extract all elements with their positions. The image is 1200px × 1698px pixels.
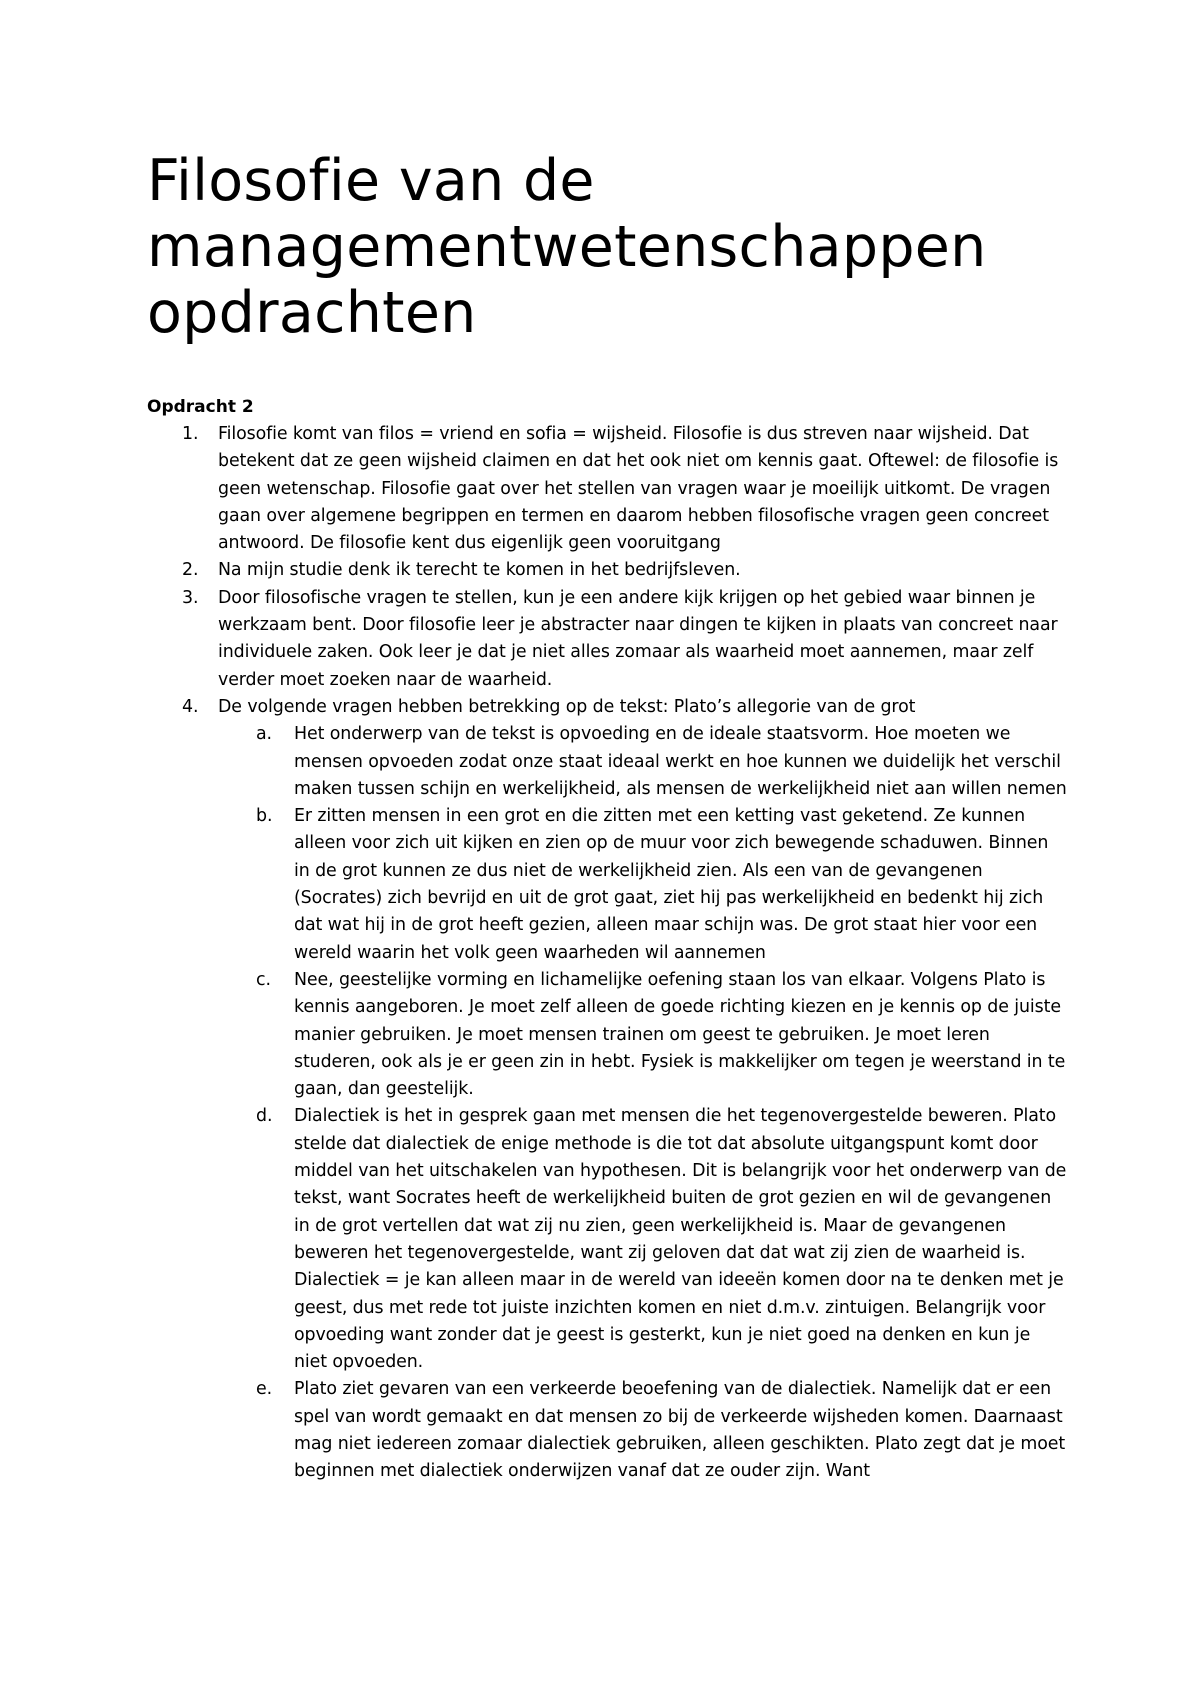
sublist-letter: b.	[256, 806, 273, 827]
document-title: Filosofie van de managementwetenschappen opdrachten	[147, 148, 987, 346]
sublist-item-text: Plato ziet gevaren van een verkeerde beoefening van de dialectiek. Namelijk dat er een spel van wordt gemaakt en dat mensen zo bij de verkeerde wijsheden komen. Daarnaast mag niet iedereen zomaar dialectiek gebruiken, alleen geschikten. Plato zegt dat je moet beginnen met dialectiek onderwijzen vanaf dat ze ouder zijn. Want	[294, 1379, 1066, 1482]
sublist-letter: c.	[256, 969, 271, 990]
sublist-letter: a.	[256, 724, 272, 745]
document-body	[147, 421, 1067, 1486]
sublist-item-e	[147, 1376, 1067, 1485]
list-item-3	[147, 585, 1067, 694]
sublist-item-a	[147, 721, 1067, 803]
list-item-text: Door filosofische vragen te stellen, kun je een andere kijk krijgen op het gebied waar binnen je werkzaam bent. Door filosofie leer je abstracter naar dingen te kijken in plaats van concreet naar individuele zaken. Ook leer je dat je niet alles zomaar als waarheid moet aannemen, maar zelf verder moet zoeken naar de waarheid.	[218, 587, 1058, 690]
list-item-2	[147, 557, 1067, 584]
sublist-letter: e.	[256, 1379, 273, 1400]
sublist-item-text: Nee, geestelijke vorming en lichamelijke oefening staan los van elkaar. Volgens Plato is kennis aangeboren. Je moet zelf alleen de goede richting kiezen en je kennis op de juiste manier gebruiken. Je moet mensen trainen om geest te gebruiken. Je moet leren studeren, ook als je er geen zin in hebt. Fysiek is makkelijker om tegen je weerstand in te gaan, dan geestelijk.	[294, 969, 1066, 1100]
list-item-text: De volgende vragen hebben betrekking op de tekst: Plato’s allegorie van de grot	[218, 696, 916, 717]
list-number: 3.	[182, 587, 199, 608]
list-item-text: Filosofie komt van filos = vriend en sofia = wijsheid. Filosofie is dus streven naar wijsheid. Dat betekent dat ze geen wijsheid claimen en dat het ook niet om kennis gaat. Oftewel: de filosofie is geen wetenschap. Filosofie gaat over het stellen van vragen waar je moeilijk uitkomt. De vragen gaan over algemene begrippen en termen en daarom hebben filosofische vragen geen concreet antwoord. De filosofie kent dus eigenlijk geen vooruitgang	[218, 424, 1059, 554]
sublist-item-text: Er zitten mensen in een grot en die zitten met een ketting vast geketend. Ze kunnen alleen voor zich uit kijken en zien op de muur voor zich bewegende schaduwen. Binnen in de grot kunnen ze dus niet de werkelijkheid zien. Als een van de gevangenen (Socrates) zich bevrijd en uit de grot gaat, ziet hij pas werkelijkheid en bedenkt hij zich dat wat hij in de grot heeft gezien, alleen maar schijn was. De grot staat hier voor een wereld waarin het volk geen waarheden wil aannemen	[294, 806, 1049, 963]
sublist-letter: d.	[256, 1106, 273, 1127]
list-number: 2.	[182, 560, 199, 581]
section-heading: Opdracht 2	[147, 397, 254, 417]
list-item-4	[147, 694, 1067, 721]
sublist-item-c	[147, 967, 1067, 1103]
sublist-item-text: Dialectiek is het in gesprek gaan met mensen die het tegenovergestelde beweren. Plato stelde dat dialectiek de enige methode is die tot dat absolute uitgangspunt komt door middel van het uitschakelen van hypothesen. Dit is belangrijk voor het onderwerp van de tekst, want Socrates heeft de werkelijkheid buiten de grot gezien en wil de gevangenen in de grot vertellen dat wat zij nu zien, geen werkelijkheid is. Maar de gevangenen beweren het tegenovergestelde, want zij geloven dat dat wat zij zien de waarheid is. Dialectiek = je kan alleen maar in de wereld van ideeën komen door na te denken met je geest, dus met rede tot juiste inzichten komen en niet d.m.v. zintuigen. Belangrijk voor opvoeding want zonder dat je geest is gesterkt, kun je niet goed na denken en kun je niet opvoeden.	[294, 1106, 1067, 1373]
list-number: 4.	[182, 696, 199, 717]
list-item-text: Na mijn studie denk ik terecht te komen in het bedrijfsleven.	[218, 560, 741, 581]
sublist-item-text: Het onderwerp van de tekst is opvoeding en de ideale staatsvorm. Hoe moeten we mensen opvoeden zodat onze staat ideaal werkt en hoe kunnen we duidelijk het verschil maken tussen schijn en werkelijkheid, als mensen de werkelijkheid niet aan willen nemen	[294, 724, 1067, 799]
sublist-item-d	[147, 1103, 1067, 1376]
list-item-1	[147, 421, 1067, 557]
list-number: 1.	[182, 424, 199, 444]
sublist-item-b	[147, 803, 1067, 967]
